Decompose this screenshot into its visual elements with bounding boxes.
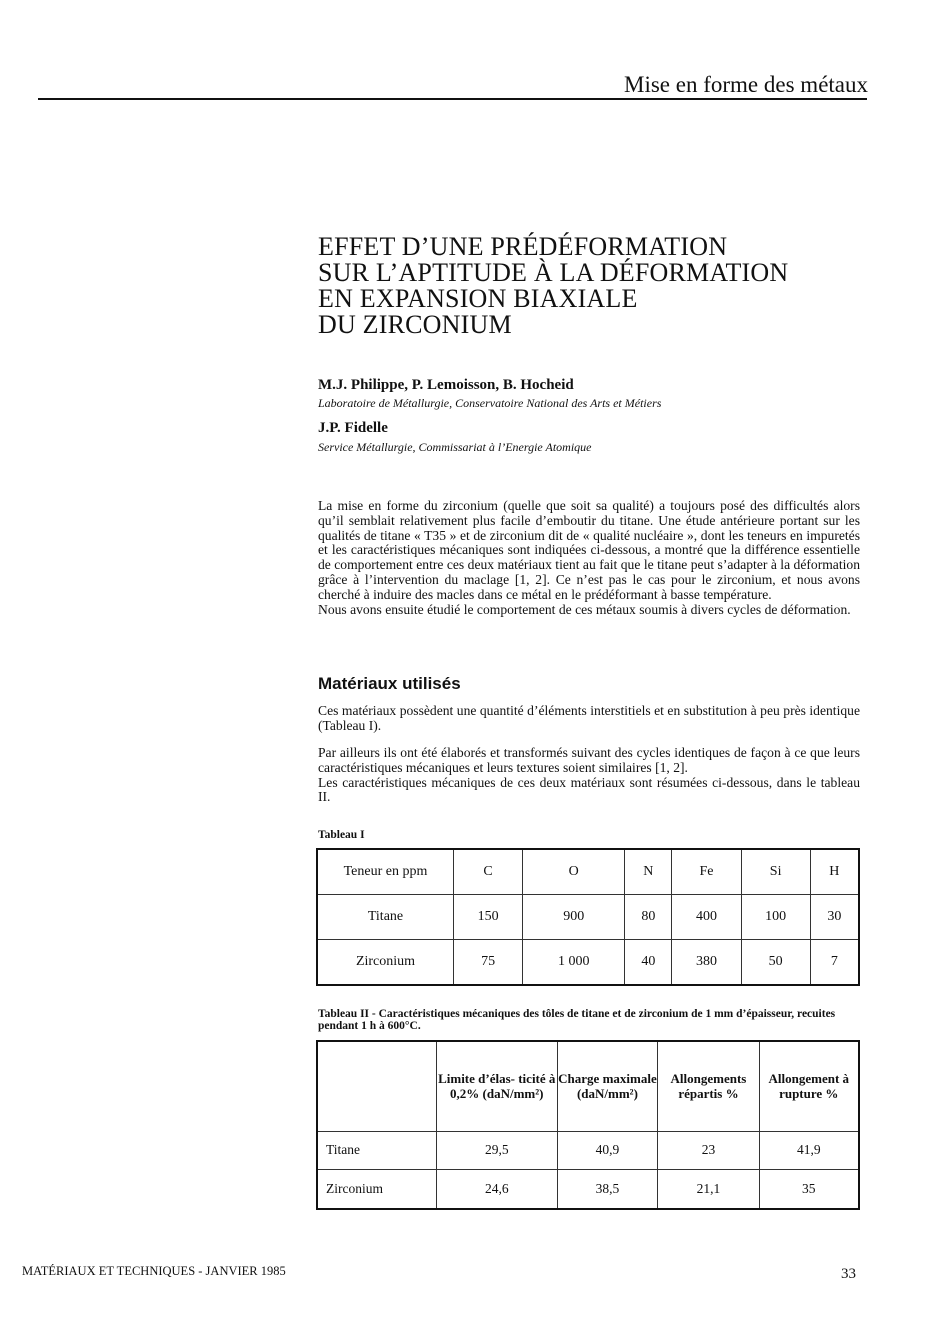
- table-cell: 100: [741, 895, 810, 939]
- table-cell: 29,5: [437, 1131, 558, 1169]
- table-cell: 40,9: [557, 1131, 658, 1169]
- table-header-cell: Fe: [672, 849, 741, 895]
- abstract: [318, 499, 860, 617]
- table-header-cell: C: [454, 849, 523, 895]
- table-header-cell: O: [523, 849, 625, 895]
- title-line: EN EXPANSION BIAXIALE: [318, 284, 638, 313]
- table-row: [317, 939, 859, 985]
- title-line: SUR L’APTITUDE À LA DÉFORMATION: [318, 258, 789, 287]
- table-cell: 50: [741, 939, 810, 985]
- running-header: Mise en forme des métaux: [624, 72, 868, 97]
- table-header-cell: [317, 1041, 437, 1131]
- table-cell: 41,9: [759, 1131, 859, 1169]
- table-cell: 23: [658, 1131, 759, 1169]
- abstract-paragraph: La mise en forme du zirconium (quelle que soit sa qualité) a toujours posé des difficultés alors qu’il semblait relativement plus facile d’emboutir du titane. Une étude antérieure portant sur les qualités de titane « T35 » et de zirconium dit de « qualité nucléaire », dont les teneurs en impuretés et les caractéristiques mécaniques sont indiquées ci-dessous, a montré que la différence essentielle de comportement entre ces deux matériaux tient au fait que le titane peut s’adapter à la déformation grâce à l’intervention du maclage [1, 2]. Ce n’est pas le cas pour le zirconium, et nous avons cherché à induire des macles dans ce métal en le prédéformant à basse température.: [318, 498, 860, 602]
- body-paragraph: Ces matériaux possèdent une quantité d’éléments interstitiels et en substitution à peu près identique (Tableau I).: [318, 703, 860, 733]
- table-cell: 24,6: [437, 1169, 558, 1209]
- author-names: M.J. Philippe, P. Lemoisson, B. Hocheid: [318, 377, 574, 393]
- author-affiliation: Laboratoire de Métallurgie, Conservatoire National des Arts et Métiers: [318, 396, 662, 410]
- table-cell: 7: [810, 939, 859, 985]
- header-rule: [38, 98, 867, 100]
- table-cell: 21,1: [658, 1169, 759, 1209]
- table-cell: Titane: [317, 1131, 437, 1169]
- body-text: Par ailleurs ils ont été élaborés et transformés suivant des cycles identiques de façon à ce que leurs caractéristiques mécaniques et leurs textures soient similaires [1, 2].: [318, 745, 860, 775]
- table-header-cell: Si: [741, 849, 810, 895]
- table-header-cell: Teneur en ppm: [317, 849, 454, 895]
- body-text: Les caractéristiques mécaniques de ces deux matériaux sont résumées ci-dessous, dans le tableau II.: [318, 774, 860, 805]
- footer-journal: MATÉRIAUX ET TECHNIQUES - JANVIER 1985: [22, 1264, 286, 1278]
- table-cell: Zirconium: [317, 1169, 437, 1209]
- table-cell: 35: [759, 1169, 859, 1209]
- table-cell: 150: [454, 895, 523, 939]
- table-cell: 1 000: [523, 939, 625, 985]
- article-title: [318, 234, 788, 338]
- body-paragraph: [318, 746, 860, 805]
- table-caption: Tableau I: [318, 829, 365, 841]
- table-caption: Tableau II - Caractéristiques mécaniques des tôles de titane et de zirconium de 1 mm d’épaisseur, recuites pendant 1 h à 600°C.: [318, 1008, 836, 1032]
- table-header-cell: Allongement à rupture %: [759, 1041, 859, 1131]
- table-header-cell: Limite d’élas- ticité à 0,2% (daN/mm²): [437, 1041, 558, 1131]
- table-header-cell: Charge maximale (daN/mm²): [557, 1041, 658, 1131]
- impurity-table: [316, 848, 860, 986]
- table-header-cell: H: [810, 849, 859, 895]
- table-header-row: [317, 849, 859, 895]
- table-cell: 400: [672, 895, 741, 939]
- table-header-cell: Allongements répartis %: [658, 1041, 759, 1131]
- table-cell: 75: [454, 939, 523, 985]
- title-line: EFFET D’UNE PRÉDÉFORMATION: [318, 232, 728, 261]
- table-cell: 30: [810, 895, 859, 939]
- table-cell: 80: [625, 895, 672, 939]
- author-names: J.P. Fidelle: [318, 420, 388, 436]
- table-cell: 900: [523, 895, 625, 939]
- title-line: DU ZIRCONIUM: [318, 310, 512, 339]
- table-row: [317, 1169, 859, 1209]
- table-cell: Zirconium: [317, 939, 454, 985]
- table-cell: 40: [625, 939, 672, 985]
- table-cell: 38,5: [557, 1169, 658, 1209]
- author-affiliation: Service Métallurgie, Commissariat à l’Energie Atomique: [318, 440, 592, 454]
- table-cell: Titane: [317, 895, 454, 939]
- table-row: [317, 1131, 859, 1169]
- abstract-paragraph: Nous avons ensuite étudié le comportement de ces métaux soumis à divers cycles de déformation.: [318, 601, 851, 617]
- section-heading: Matériaux utilisés: [318, 674, 461, 693]
- table-row: [317, 895, 859, 939]
- table-header-row: [317, 1041, 859, 1131]
- page-number: 33: [841, 1266, 856, 1282]
- mechanical-properties-table: [316, 1040, 860, 1210]
- table-header-cell: N: [625, 849, 672, 895]
- table-cell: 380: [672, 939, 741, 985]
